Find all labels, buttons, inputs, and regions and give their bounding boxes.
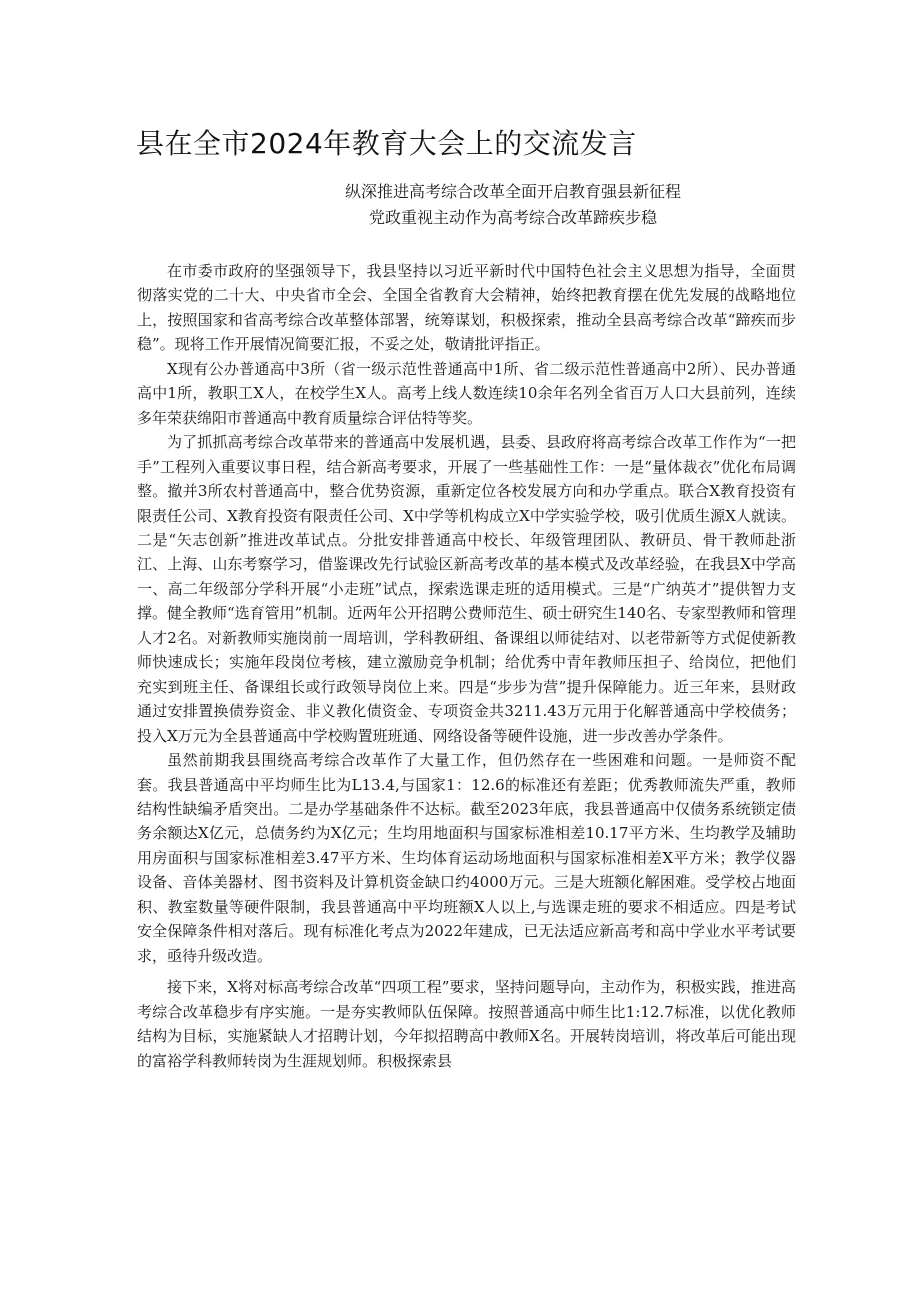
paragraph-work-done: 为了抓抓高考综合改革带来的普通高中发展机遇，县委、县政府将高考综合改革工作作为“一把手”工程列入重要议事日程，结合新高考要求，开展了一些基础性工作：一是“量体裁衣”优化布局调整。撤并3所农村普通高中，整合优势资源，重新定位各校发展方向和办学重点。联合X教育投资有限责任公司、X教育投资有限责任公司、X中学等机构成立X中学实验学校，吸引优质生源X人就读。二是“矢志创新”推进改革试点。分批安排普通高中校长、年级管理团队、教研员、骨干教师赴浙江、上海、山东考察学习，借鉴课改先行试验区新高考改革的基本模式及改革经验，在我县X中学高一、高二年级部分学科开展“小走班”试点，探索选课走班的适用模式。三是“广纳英才”提供智力支撑。健全教师“选育管用”机制。近两年公开招聘公费师范生、硕士研究生140名、专家型教师和管理人才2名。对新教师实施岗前一周培训，学科教研组、备课组以师徒结对、以老带新等方式促使新教师快速成长；实施年段岗位考核，建立激励竞争机制；给优秀中青年教师压担子、给岗位，把他们充实到班主任、备课组长或行政领导岗位上来。四是“步步为营”提升保障能力。近三年来，县财政通过安排置换债券资金、非义教化债资金、专项资金共3211.43万元用于化解普通高中学校债务；投入X万元为全县普通高中学校购置班班通、网络设备等硬件设施，进一步改善办学条件。 xyxy=(137,433,796,745)
paragraph-next-steps: 接下来，X将对标高考综合改革“四项工程”要求，坚持问题导向，主动作为，积极实践，推进高考综合改革稳步有序实施。一是夯实教师队伍保障。按照普通高中师生比1:12.7标准，以优化教师结构为目标，实施紧缺人才招聘计划，今年拟招聘高中教师X名。开展转岗培训，将改革后可能出现的富裕学科教师转岗为生涯规划师。积极探索县 xyxy=(137,978,796,1070)
document-subtitle-1: 纵深推进高考综合改革全面开启教育强县新征程 xyxy=(344,182,681,201)
document-body xyxy=(137,259,796,1073)
document-subtitle-2: 党政重视主动作为高考综合改革蹄疾步稳 xyxy=(368,208,657,227)
paragraph-intro: 在市委市政府的坚强领导下，我县坚持以习近平新时代中国特色社会主义思想为指导，全面贯彻落实党的二十大、中央省市全会、全国全省教育大会精神，始终把教育摆在优先发展的战略地位上，按照国家和省高考综合改革整体部署，统筹谋划，积极探索，推动全县高考综合改革“蹄疾而步稳”。现将工作开展情况简要汇报，不妥之处，敬请批评指正。 xyxy=(137,262,796,354)
paragraph-problems: 虽然前期我县围绕高考综合改革作了大量工作，但仍然存在一些困难和问题。一是师资不配套。我县普通高中平均师生比为L13.4,与国家1：12.6的标准还有差距；优秀教师流失严重，教师结构性缺编矛盾突出。二是办学基础条件不达标。截至2023年底，我县普通高中仅债务系统锁定债务余额达X亿元，总债务约为X亿元；生均用地面积与国家标准相差10.17平方米、生均教学及辅助用房面积与国家标准相差3.47平方米、生均体育运动场地面积与国家标准相差X平方米；教学仪器设备、音体美器材、图书资料及计算机资金缺口约4000万元。三是大班额化解困难。受学校占地面积、教室数量等硬件限制，我县普通高中平均班额X人以上,与选课走班的要求不相适应。四是考试安全保障条件相对落后。现有标准化考点为2022年建成，已无法适应新高考和高中学业水平考试要求，亟待升级改造。 xyxy=(137,751,796,965)
paragraph-overview: X现有公办普通高中3所（省一级示范性普通高中1所、省二级示范性普通高中2所）、民办普通高中1所，教职工X人，在校学生X人。高考上线人数连续10余年名列全省百万人口大县前列，连续多年荣获绵阳市普通高中教育质量综合评估特等奖。 xyxy=(137,359,796,427)
document-title: 县在全市2024年教育大会上的交流发言 xyxy=(136,127,637,160)
